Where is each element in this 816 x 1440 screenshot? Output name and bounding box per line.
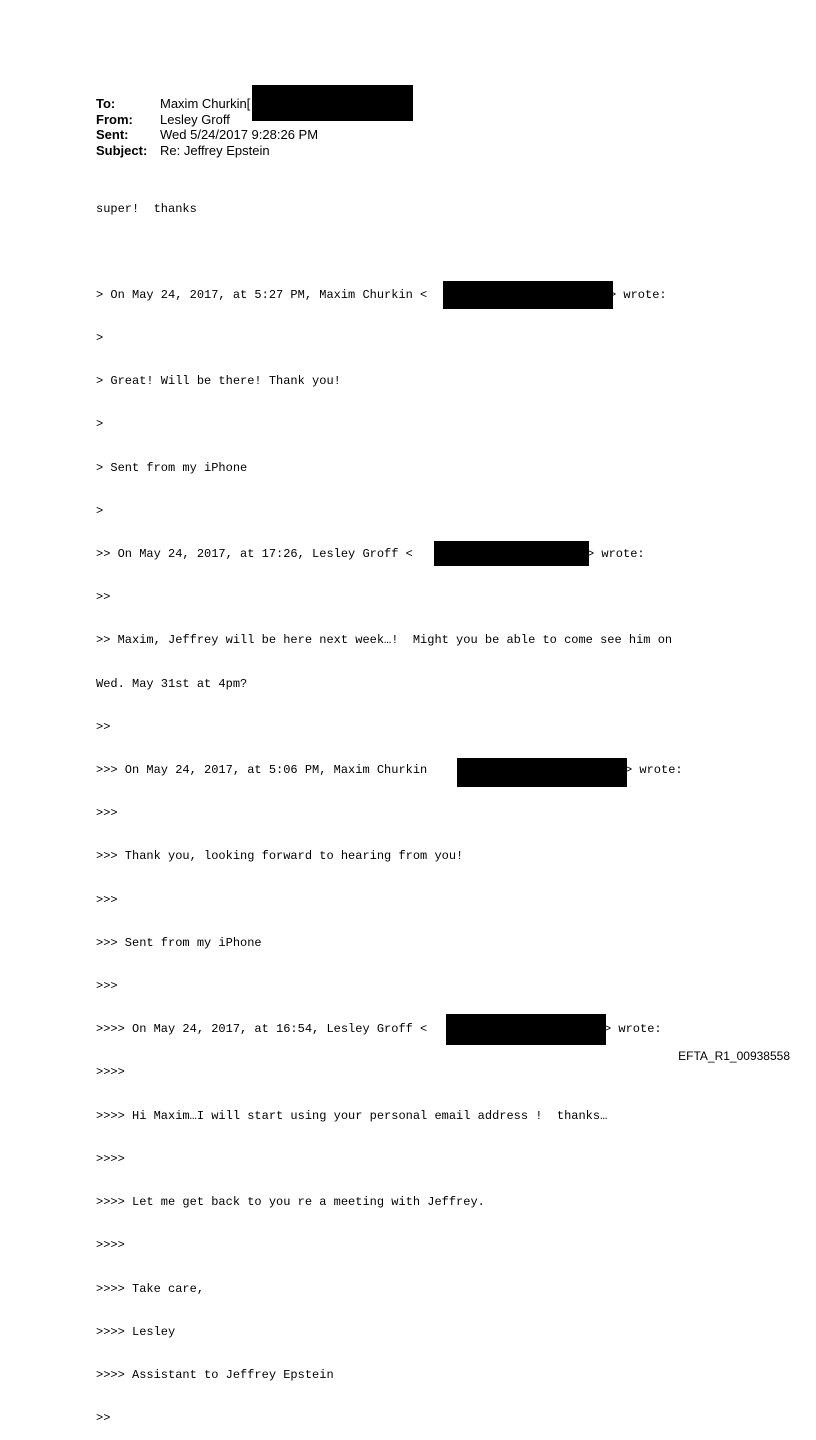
quote-line: > bbox=[96, 503, 104, 518]
quote-line: >> bbox=[96, 719, 111, 734]
quote-line: >> On May 24, 2017, at 17:26, Lesley Groff < > wrote: bbox=[96, 547, 672, 561]
quote-line: >>> On May 24, 2017, at 5:06 PM, Maxim Churkin > wrote: bbox=[96, 763, 672, 777]
redaction-box bbox=[443, 281, 613, 309]
redaction-box bbox=[252, 85, 413, 121]
subject-value: Re: Jeffrey Epstein bbox=[160, 142, 270, 158]
quote-line: > On May 24, 2017, at 5:27 PM, Maxim Churkin < > wrote: bbox=[96, 288, 672, 302]
quote-line: Wed. May 31st at 4pm? bbox=[96, 676, 248, 691]
redaction-box bbox=[434, 541, 589, 566]
quote-line: > bbox=[96, 331, 104, 346]
quote-line: >>>> Assistant to Jeffrey Epstein bbox=[96, 1367, 334, 1382]
to-value bbox=[160, 96, 250, 112]
to-name: Maxim Churkin[ bbox=[160, 96, 251, 111]
quote-line: >> bbox=[96, 590, 111, 605]
sent-row bbox=[96, 127, 318, 143]
quote-line: >>> Sent from my iPhone bbox=[96, 935, 262, 950]
quote-line: >>>> Hi Maxim…I will start using your personal email address ! thanks… bbox=[96, 1108, 608, 1123]
quote-line: >>>> On May 24, 2017, at 16:54, Lesley Groff < > wrote: bbox=[96, 1022, 672, 1036]
quote-line: >>>> Let me get back to you re a meeting with Jeffrey. bbox=[96, 1195, 485, 1210]
quote-line: >>>> Take care, bbox=[96, 1281, 205, 1296]
quote-line: >>>> bbox=[96, 1238, 125, 1253]
quote-line: > Great! Will be there! Thank you! bbox=[96, 374, 341, 389]
quote-line: >>> bbox=[96, 892, 118, 907]
quote-line: >> Maxim, Jeffrey will be here next week…! Might you be able to come see him on bbox=[96, 633, 673, 648]
quote-line: > Sent from my iPhone bbox=[96, 460, 248, 475]
quote-line: >> bbox=[96, 1411, 111, 1426]
email-body bbox=[96, 173, 683, 1440]
quote-line: > bbox=[96, 417, 104, 432]
redaction-box bbox=[457, 758, 627, 787]
quote-line: >>>> bbox=[96, 1151, 125, 1166]
from-value: Lesley Groff bbox=[160, 111, 230, 127]
sent-value: Wed 5/24/2017 9:28:26 PM bbox=[160, 127, 319, 142]
quote-line: >>> bbox=[96, 979, 118, 994]
quote-line: >>> bbox=[96, 806, 118, 821]
quote-line: >>>> bbox=[96, 1065, 125, 1080]
subject-label: Subject: bbox=[96, 142, 148, 158]
from-label: From: bbox=[96, 111, 133, 127]
subject-row bbox=[96, 143, 318, 159]
sent-label: Sent: bbox=[96, 127, 129, 142]
document-id: EFTA_R1_00938558 bbox=[678, 1049, 790, 1063]
to-label: To: bbox=[96, 96, 116, 111]
quote-line: >>>> Lesley bbox=[96, 1324, 176, 1339]
redaction-box bbox=[446, 1014, 606, 1045]
quote-line: >>> Thank you, looking forward to hearing from you! bbox=[96, 849, 464, 864]
reply-text: super! thanks bbox=[96, 201, 197, 216]
